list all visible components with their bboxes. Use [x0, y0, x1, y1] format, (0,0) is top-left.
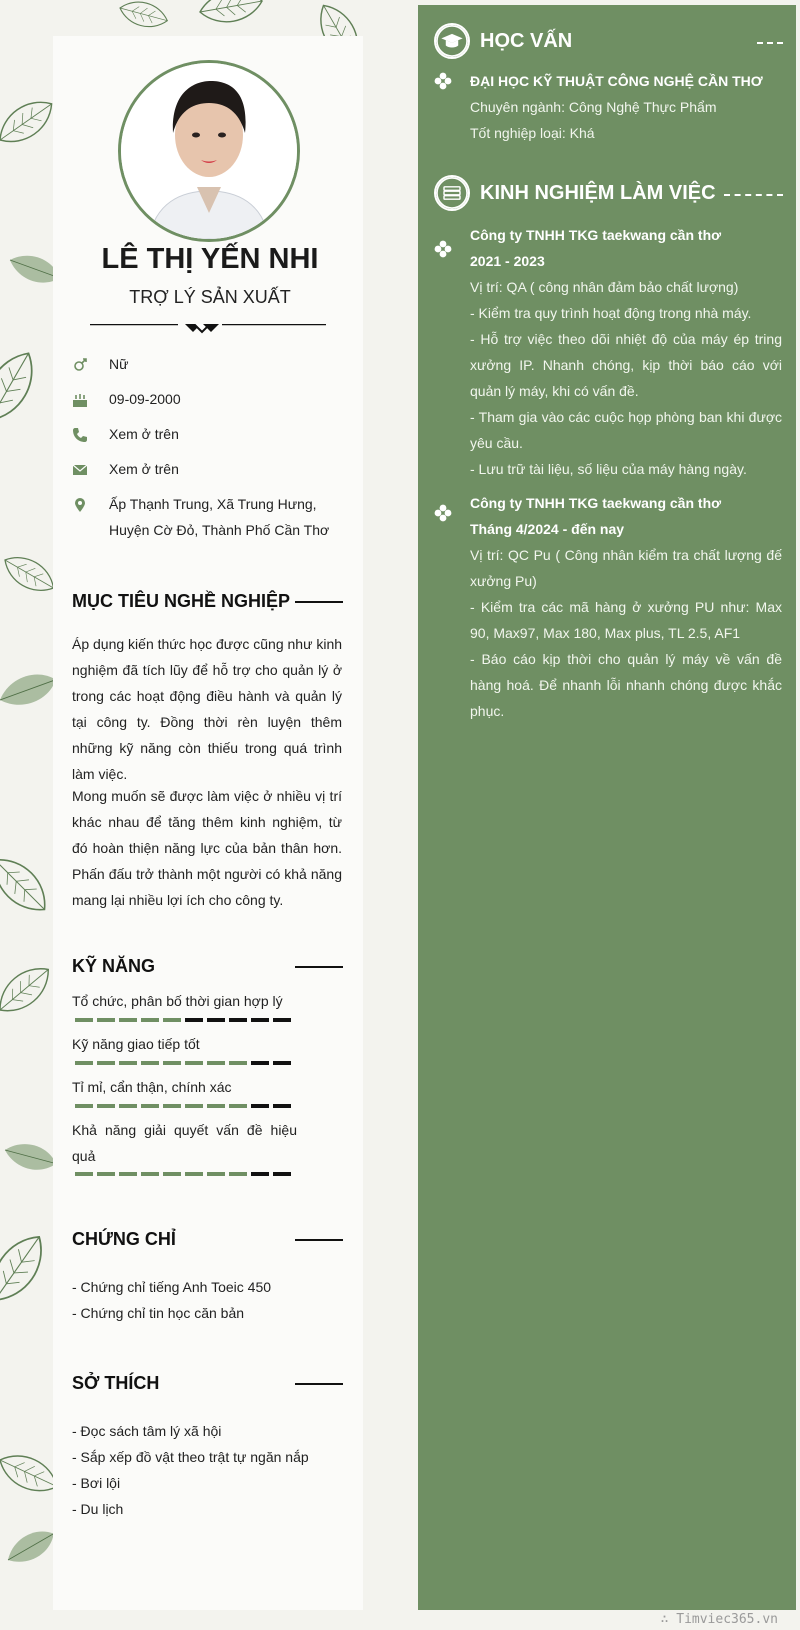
list-item: - Đọc sách tâm lý xã hội: [72, 1423, 222, 1439]
skill-segment-empty: [185, 1018, 203, 1022]
certificates-rule: [295, 1239, 343, 1241]
job-detail-line: - Tham gia vào các cuộc họp phòng ban khi được yêu cầu.: [470, 409, 782, 451]
skill-segment-empty: [251, 1172, 269, 1176]
skill-segment-filled: [141, 1104, 159, 1108]
graduation-cap-icon: [434, 23, 470, 59]
job-detail-line: Vị trí: QA ( công nhân đảm bảo chất lượng): [470, 279, 739, 295]
job-period: 2021 - 2023: [470, 253, 545, 269]
list-item: - Chứng chỉ tin học căn bản: [72, 1305, 245, 1321]
flower-bullet-icon: [434, 240, 452, 258]
skill-level-bar: [75, 1061, 297, 1065]
hobbies-title: SỞ THÍCH: [72, 1373, 160, 1393]
skill-segment-filled: [119, 1172, 137, 1176]
list-item: - Bơi lội: [72, 1475, 121, 1491]
experience-title: KINH NGHIỆM LÀM VIỆC: [480, 182, 716, 204]
job-detail-line: - Lưu trữ tài liệu, số liệu của máy hàng ngày.: [470, 461, 747, 477]
skill-segment-filled: [97, 1104, 115, 1108]
skill-segment-filled: [185, 1104, 203, 1108]
person-photo-icon: [121, 63, 297, 239]
skill-segment-empty: [251, 1018, 269, 1022]
experience-entry: [470, 222, 782, 482]
objective-title: MỤC TIÊU NGHỀ NGHIỆP: [72, 591, 291, 611]
skill-segment-empty: [273, 1172, 291, 1176]
skill-segment-empty: [229, 1018, 247, 1022]
skill-segment-filled: [163, 1018, 181, 1022]
skill-level-bar: [75, 1104, 297, 1108]
location-pin-icon: [72, 497, 88, 513]
skill-segment-filled: [163, 1172, 181, 1176]
skill-segment-empty: [251, 1061, 269, 1065]
education-major: Chuyên ngành: Công Nghệ Thực Phẩm: [470, 99, 717, 115]
skill-segment-filled: [141, 1018, 159, 1022]
skill-level-bar: [75, 1172, 297, 1176]
phone-text: Xem ở trên: [109, 426, 179, 442]
list-item: - Du lịch: [72, 1501, 124, 1517]
gender-icon: [72, 357, 88, 373]
skills-rule: [295, 966, 343, 968]
list-item: - Sắp xếp đồ vật theo trật tự ngăn nắp: [72, 1449, 309, 1465]
skill-level-bar: [75, 1018, 297, 1022]
skill-segment-empty: [273, 1061, 291, 1065]
email-icon: [72, 462, 88, 478]
objective-paragraph-1: Áp dụng kiến thức học được cũng như kinh nghiệm đã tích lũy để hỗ trợ cho quản lý ở trong các hoạt động điều hành và quản lý tại công ty. Đồng thời rèn luyện thêm những kỹ năng còn thiếu trong quá trình làm việc.: [72, 636, 343, 782]
skill-segment-filled: [229, 1104, 247, 1108]
objective-paragraph-2: Mong muốn sẽ được làm việc ở nhiều vị trí khác nhau để tăng thêm kinh nghiệm, từ đó hoàn thiện năng lực của bản thân hơn. Phấn đấu trở thành một người có khả năng mang lại nhiều lợi ích cho công ty.: [72, 788, 342, 908]
job-period: Tháng 4/2024 - đến nay: [470, 521, 625, 537]
certificates-title: CHỨNG CHỈ: [72, 1229, 176, 1249]
skill-segment-filled: [97, 1172, 115, 1176]
skill-segment-filled: [141, 1172, 159, 1176]
skills-title: KỸ NĂNG: [72, 956, 156, 976]
skill-segment-filled: [163, 1104, 181, 1108]
skill-segment-filled: [119, 1018, 137, 1022]
ornament-divider: [90, 324, 326, 348]
flower-bullet-icon: [434, 504, 452, 522]
skill-segment-filled: [141, 1061, 159, 1065]
avatar: [118, 60, 300, 242]
watermark: ∴ Timviec365.vn: [660, 1612, 778, 1627]
job-detail-line: Vị trí: QC Pu ( Công nhân kiểm tra chất lượng đế xưởng Pu): [470, 547, 782, 589]
school-name: ĐẠI HỌC KỸ THUẬT CÔNG NGHỆ CẦN THƠ: [470, 73, 763, 89]
hobbies-rule: [295, 1383, 343, 1385]
birthday-text: 09-09-2000: [109, 391, 181, 407]
certificates-list: [72, 1274, 352, 1326]
skill-segment-filled: [207, 1104, 225, 1108]
company-name: Công ty TNHH TKG taekwang cần thơ: [470, 227, 722, 243]
job-detail-line: - Hỗ trợ việc theo dõi nhiệt độ của máy ép tring xưởng IP. Nhanh chóng, kịp thời báo cáo với quản lý máy, khi có vấn đề.: [470, 331, 782, 399]
skill-name: Kỹ năng giao tiếp tốt: [72, 1036, 200, 1052]
education-entry: [470, 68, 782, 146]
skill-segment-filled: [163, 1061, 181, 1065]
job-detail-line: - Kiểm tra các mã hàng ở xưởng PU như: Max 90, Max97, Max 180, Max plus, TL 2.5, AF1: [470, 599, 782, 641]
phone-icon: [72, 427, 88, 443]
objective-rule: [295, 601, 343, 603]
experience-entry: [470, 490, 782, 724]
experience-dash-rule: [724, 194, 783, 196]
skill-segment-filled: [185, 1061, 203, 1065]
company-name: Công ty TNHH TKG taekwang cần thơ: [470, 495, 722, 511]
education-grade: Tốt nghiệp loại: Khá: [470, 125, 595, 141]
birthday-cake-icon: [72, 392, 88, 408]
skill-segment-filled: [75, 1061, 93, 1065]
skill-segment-filled: [229, 1061, 247, 1065]
skill-segment-filled: [97, 1018, 115, 1022]
skill-segment-filled: [207, 1172, 225, 1176]
skill-name: Khả năng giải quyết vấn đề hiệu quả: [72, 1122, 297, 1164]
skill-segment-empty: [251, 1104, 269, 1108]
address-text: Ấp Thạnh Trung, Xã Trung Hưng, Huyện Cờ Đỏ, Thành Phố Cần Thơ: [109, 496, 330, 538]
skill-name: Tổ chức, phân bố thời gian hợp lý: [72, 993, 283, 1009]
skill-segment-filled: [119, 1104, 137, 1108]
skill-segment-empty: [273, 1104, 291, 1108]
book-stack-icon: [434, 175, 470, 211]
job-detail-line: - Kiểm tra quy trình hoạt động trong nhà máy.: [470, 305, 752, 321]
education-title: HỌC VẤN: [480, 30, 573, 52]
skill-segment-filled: [75, 1104, 93, 1108]
education-dash-rule: [757, 42, 783, 44]
email-text: Xem ở trên: [109, 461, 179, 477]
skill-segment-empty: [273, 1018, 291, 1022]
skill-segment-empty: [207, 1018, 225, 1022]
skill-segment-filled: [207, 1061, 225, 1065]
job-title: TRỢ LÝ SẢN XUẤT: [129, 287, 291, 307]
skill-segment-filled: [75, 1172, 93, 1176]
skill-segment-filled: [97, 1061, 115, 1065]
hobbies-list: [72, 1418, 352, 1522]
candidate-name: LÊ THỊ YẾN NHI: [101, 243, 319, 275]
skill-segment-filled: [185, 1172, 203, 1176]
skill-name: Tỉ mỉ, cẩn thận, chính xác: [72, 1079, 232, 1095]
skill-segment-filled: [229, 1172, 247, 1176]
flower-bullet-icon: [434, 72, 452, 90]
job-detail-line: - Báo cáo kịp thời cho quản lý máy về vấn đề hàng hoá. Để nhanh lỗi nhanh chóng được khắc phục.: [470, 651, 782, 719]
gender-text: Nữ: [109, 356, 129, 372]
skill-segment-filled: [75, 1018, 93, 1022]
skill-segment-filled: [119, 1061, 137, 1065]
list-item: - Chứng chỉ tiếng Anh Toeic 450: [72, 1279, 272, 1295]
